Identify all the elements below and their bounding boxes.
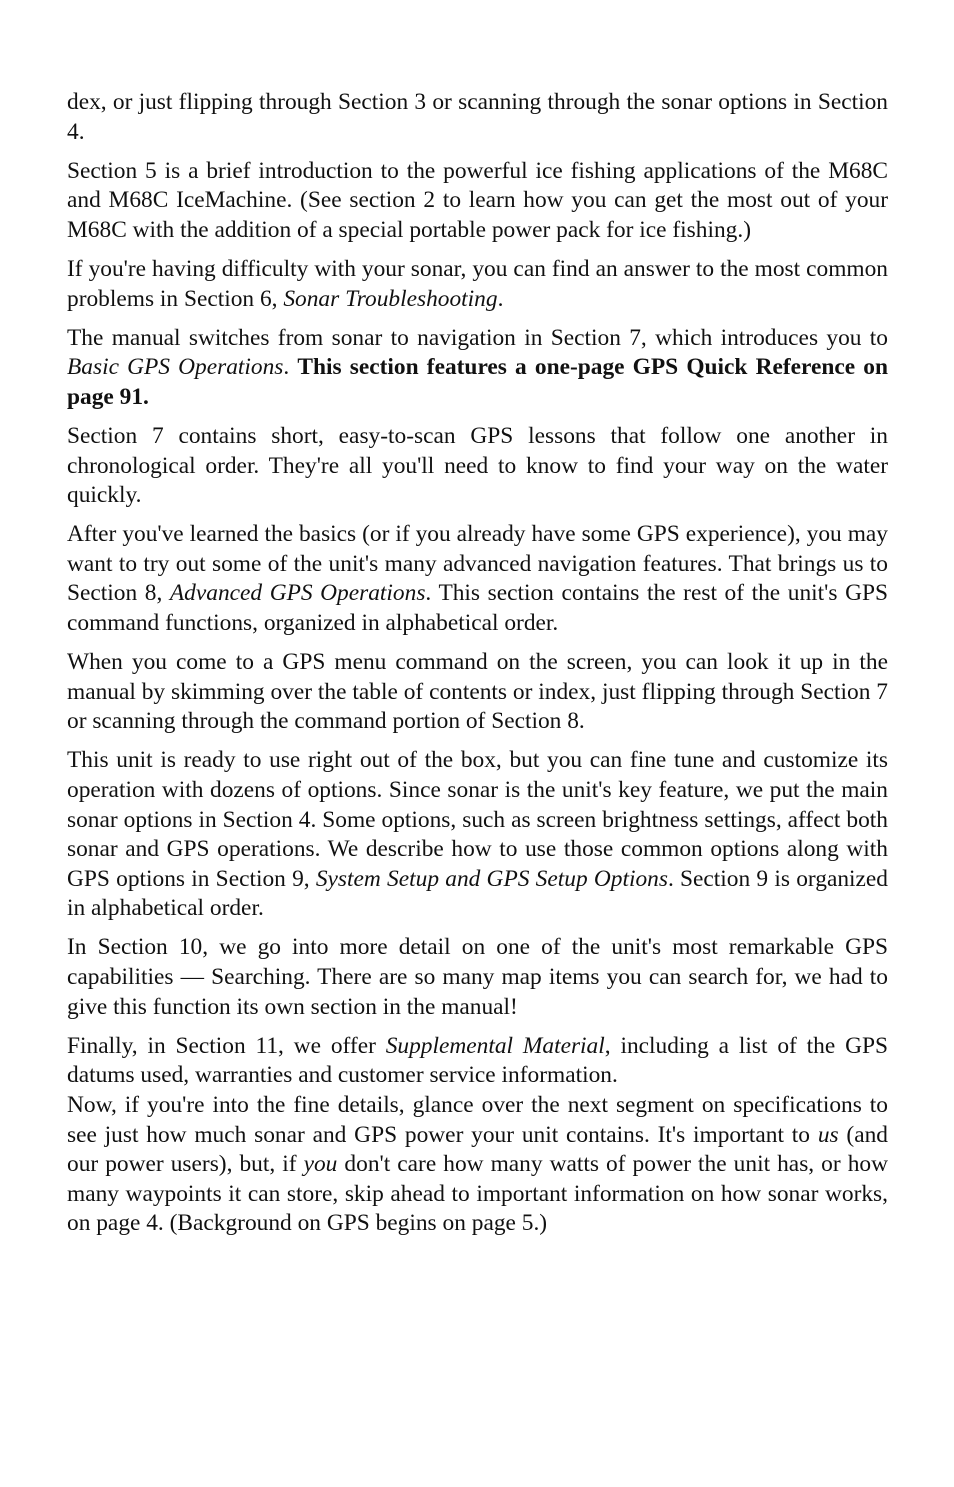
paragraph-p10 [67, 1032, 888, 1091]
paragraph-p2 [67, 157, 888, 246]
paragraph-p1 [67, 88, 888, 147]
text-run: (and our power users), but, if [67, 1121, 888, 1178]
text-run: If you're having difficulty with your sonar, you can find an answer to the most common problems in Section 6, [67, 255, 888, 312]
bold-text: This section features a one-page GPS Quick Reference on page 91. [67, 354, 888, 410]
paragraph-p3 [67, 255, 888, 314]
text-run: . This section contains the rest of the unit's GPS command functions, organized in alphabetical order. [67, 580, 888, 636]
text-run: Finally, in Section 11, we offer [67, 1032, 386, 1059]
text-run: When you come to a GPS menu command on the screen, you can look it up in the manual by skimming over the table of contents or index, just flipping through Section 7 or scanning through the command portion of Section 8. [67, 649, 888, 735]
italic-text: Advanced GPS Operations [169, 580, 426, 607]
italic-text: you [303, 1151, 338, 1178]
text-run: Section 7 contains short, easy-to-scan GPS lessons that follow one another in chronological order. They're all you'll need to know to find your way on the water quickly. [67, 422, 888, 509]
paragraph-p6 [67, 520, 888, 638]
text-run: This unit is ready to use right out of the box, but you can fine tune and customize its operation with dozens of options. Since sonar is the unit's key feature, we put the main sonar options in Section 4. Some options, such as screen brightness settings, affect both sonar and GPS operations. We describe how to use those common options along with GPS options in Section 9, [67, 747, 888, 892]
text-run: . [497, 285, 504, 312]
text-run: . Section 9 is organized in alphabetical order. [67, 865, 888, 922]
text-run: dex, or just flipping through Section 3 or scanning through the sonar options in Section 4. [67, 89, 888, 145]
italic-text: Sonar Troubleshooting [283, 285, 498, 312]
paragraph-p11 [67, 1091, 888, 1239]
paragraph-p8 [67, 746, 888, 924]
text-run: Section 5 is a brief introduction to the powerful ice fishing applications of the M68C and M68C IceMachine. (See section 2 to learn how you can get the most out of your M68C with the addition of a special portable power pack for ice fishing.) [67, 157, 888, 243]
paragraph-p4 [67, 324, 888, 413]
text-run: . [283, 354, 298, 381]
manual-page-body [67, 88, 888, 1248]
text-run: Now, if you're into the fine details, glance over the next segment on specifications to see just how much sonar and GPS power your unit contains. It's important to [67, 1091, 888, 1148]
italic-text: System Setup and GPS Setup Options [315, 865, 668, 892]
text-run: In Section 10, we go into more detail on one of the unit's most remarkable GPS capabilities — Searching. There are so many map items you can search for, we had to give this function its own section in the manual! [67, 934, 888, 1020]
paragraph-p9 [67, 933, 888, 1022]
text-run: The manual switches from sonar to navigation in Section 7, which introduces you to [67, 324, 888, 351]
paragraph-p7 [67, 648, 888, 737]
italic-text: Basic GPS Operations [67, 354, 284, 381]
italic-text: Supplemental Material [385, 1032, 605, 1059]
italic-text: us [817, 1121, 839, 1148]
paragraph-p5 [67, 422, 888, 511]
text-run: After you've learned the basics (or if you already have some GPS experience), you may want to try out some of the unit's many advanced navigation features. That brings us to Section 8, [67, 521, 888, 607]
text-run: don't care how many watts of power the unit has, or how many waypoints it can store, skip ahead to important information on how sonar works, on page 4. (Background on GPS begins on page 5.) [67, 1151, 888, 1237]
text-run: , including a list of the GPS datums used, warranties and customer service information. [67, 1032, 888, 1089]
